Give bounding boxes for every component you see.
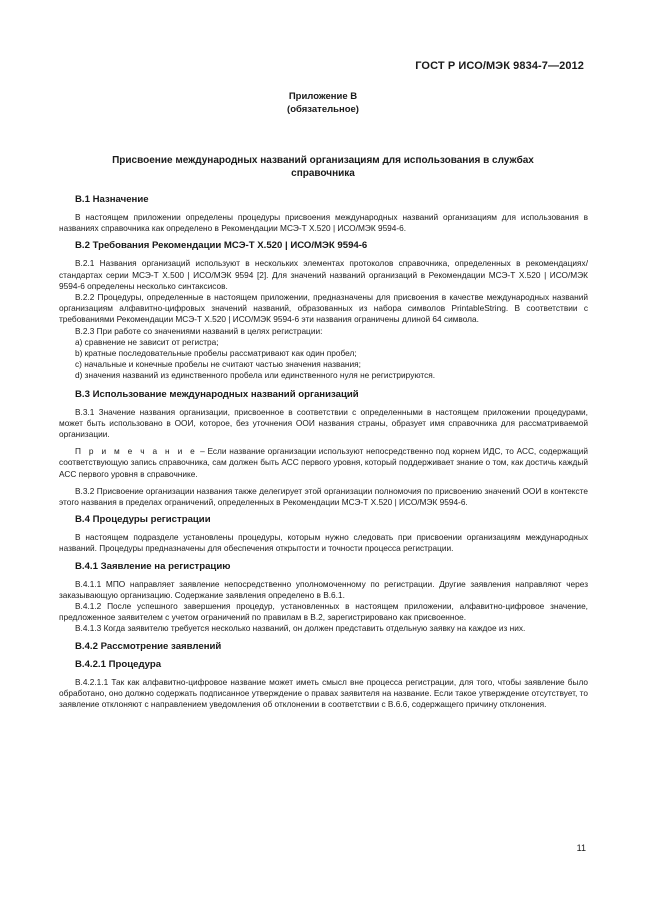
paragraph: В.4.1.1 МПО направляет заявление непосредственно уполномоченному по регистрации. Другие заявления направляют через заказывающую организацию. Содержание заявления определено в В.6.1.	[59, 578, 588, 600]
paragraph: В.3.1 Значение названия организации, присвоенное в соответствии с определенными в настоящем приложении процедурами, может быть использовано в ООИ, которое, без уточнения ООИ названия страны, образует имя справочника для рассматриваемой организации.	[59, 406, 588, 440]
paragraph: В.2.3 При работе со значениями названий в целях регистрации:	[75, 325, 323, 336]
list-item: а) сравнение не зависит от регистра;	[75, 336, 219, 347]
note-label: П р и м е ч а н и е	[75, 446, 198, 457]
section-heading-b41: В.4.1 Заявление на регистрацию	[75, 560, 231, 572]
paragraph: В.3.2 Присвоение организации названия также делегирует этой организации полномочия по присвоению значений ООИ в контексте этого названия в пределах ограничений, определенных в Рекомендации МСЭ-Т X.520 | ИСО/МЭК 9594-6.	[59, 485, 588, 508]
section-heading-b3: В.3 Использование международных названий организаций	[75, 388, 359, 400]
paragraph: В настоящем подразделе установлены процедуры, которым нужно следовать при присвоении организациям международных названий. Процедуры предназначены для обеспечения открытости и точности процесса регистрации.	[59, 532, 588, 554]
paragraph: В.4.1.3 Когда заявителю требуется несколько названий, он должен представить отдельную заявку на каждое из них.	[75, 623, 526, 634]
paragraph: В.4.1.2 После успешного завершения процедур, установленных в настоящем приложении, алфавитно-цифровое значение, предложенное заявителем с учетом ограничений по правилам в В.2, зарегистрировано как присвоенное.	[59, 601, 588, 623]
paragraph: В настоящем приложении определены процедуры присвоения международных названий организациям для использования в названиях справочника как определено в Рекомендации МСЭ-Т X.520 | ИСО/МЭК 9594-6.	[59, 212, 588, 234]
list-item: b) кратные последовательные пробелы рассматривают как один пробел;	[75, 348, 357, 359]
note	[59, 446, 588, 480]
appendix-status: (обязательное)	[287, 104, 359, 115]
paragraph: В.4.2.1.1 Так как алфавитно-цифровое название может иметь смысл вне процесса регистрации, для того, чтобы заявление было обработано, оно должно содержать подписанное утверждение о правах заявителя на название. Если такое утверждение отсутствует, то заявление отклоняют с направлением уведомления об отклонении в соответствии с В.6.6, содержащего причину отклонения.	[59, 676, 588, 710]
section-heading-b1: В.1 Назначение	[75, 194, 149, 205]
paragraph: В.2.2 Процедуры, определенные в настоящем приложении, предназначены для присвоения в качестве международных названий организациям алфавитно-цифровых значений названий, образованных из набора символов PrintableString. В соответствии с требованиями Рекомендации МСЭ-Т X.520 | ИСО/МЭК 9594-6 эти названия ограничены длиной 64 символа.	[59, 292, 588, 325]
document-body	[59, 194, 588, 716]
list-item: c) начальные и конечные пробелы не считают частью значения названия;	[75, 359, 361, 370]
appendix-name: Приложение В	[288, 91, 358, 102]
appendix-heading	[0, 90, 646, 116]
standard-header: ГОСТ Р ИСО/МЭК 9834-7—2012	[415, 60, 584, 72]
section-heading-b2: В.2 Требования Рекомендации МСЭ-Т X.520 | ИСО/МЭК 9594-6	[75, 240, 368, 252]
list-item: d) значения названий из единственного пробела или единственного нуля не регистрируются.	[75, 370, 436, 381]
section-heading-b421: В.4.2.1 Процедура	[75, 658, 162, 670]
section-heading-b4: В.4 Процедуры регистрации	[75, 514, 211, 526]
page-number: 11	[576, 843, 586, 853]
appendix-title: Присвоение международных названий организациям для использования в службах справочника	[112, 155, 534, 179]
paragraph: В.2.1 Названия организаций используют в нескольких элементах протоколов справочника, определенных в рекомендациях/стандартах серии МСЭ-Т X.500 | ИСО/МЭК 9594 [2]. Для значений названий организаций в Рекомендации МСЭ-Т X.520 | ИСО/МЭК 9594-6 определены несколько синтаксисов.	[59, 258, 588, 291]
section-heading-b42: В.4.2 Рассмотрение заявлений	[75, 640, 222, 652]
note-text: – Если название организации используют непосредственно под корнем ИДС, то АСС, содержащий соответствующую запись справочника, сам должен быть АСС первого уровня, который поддерживает знание о том, как достичь каждый АСС первого уровня в справочнике.	[59, 446, 588, 479]
